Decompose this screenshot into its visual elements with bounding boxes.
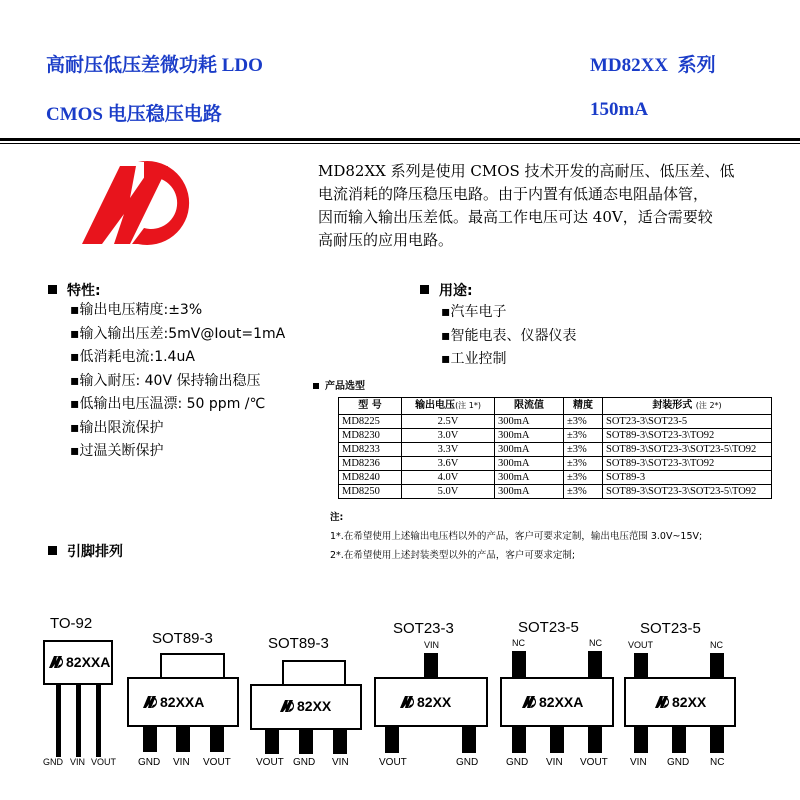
pin-label: VOUT [203, 757, 231, 768]
pin-label: VIN [630, 757, 647, 768]
pin-label: NC [710, 757, 725, 768]
note-item: 2*.在希望使用上述封装类型以外的产品，客户可要求定制; [330, 550, 576, 561]
sot89-tab [282, 660, 346, 686]
chip-marking [280, 698, 331, 714]
feature-item: ▪输入输出压差:5mV@Iout=1mA [70, 325, 286, 342]
feature-item: ▪输出电压精度:±3% [70, 302, 203, 318]
chip-mark-text: 82XX [417, 694, 452, 710]
feature-item: ▪低消耗电流:1.4uA [70, 349, 195, 365]
cell-limit: 300mA [495, 429, 564, 443]
intro-line: 因而输入输出压差低。最高工作电压可达 40V，适合需要较 [318, 208, 713, 226]
doc-title: 高耐压低压差微功耗 LDO [46, 55, 263, 76]
cell-model: MD8240 [339, 471, 402, 485]
feature-item: ▪输入耐压: 40V 保持输出稳压 [70, 372, 261, 389]
pin-label: VIN [332, 757, 349, 768]
selection-title: 产品选型 [325, 381, 365, 392]
pin-label: NC [710, 640, 723, 650]
pin-label: VIN [546, 757, 563, 768]
pin-lead [424, 653, 438, 679]
cell-limit: 300mA [495, 457, 564, 471]
chip-mark-text: 82XXA [160, 694, 205, 710]
chip-mark-text: 82XX [297, 698, 332, 714]
chip-marking [655, 694, 706, 710]
header-rule-thick [0, 138, 800, 141]
cell-package: SOT89-3\SOT23-3\TO92 [603, 429, 772, 443]
pin-label: GND [138, 757, 161, 768]
pin-lead [462, 727, 476, 753]
cell-model: MD8230 [339, 429, 402, 443]
cell-package: SOT23-3\SOT23-5 [603, 415, 772, 429]
pin-lead [210, 727, 224, 752]
package-name: SOT23-5 [640, 620, 701, 637]
pin-lead [143, 727, 157, 752]
package-name: SOT89-3 [152, 630, 213, 647]
cell-package: SOT89-3\SOT23-3\SOT23-5\TO92 [603, 485, 772, 499]
cell-model: MD8250 [339, 485, 402, 499]
bullet-square-icon [420, 285, 429, 294]
cell-vout: 3.0V [402, 429, 495, 443]
pinout-heading [48, 541, 123, 561]
features-list [70, 299, 285, 464]
cell-accuracy: ±3% [564, 429, 603, 443]
md-logo-icon [143, 696, 159, 708]
cell-model: MD8225 [339, 415, 402, 429]
intro-paragraph [318, 160, 778, 252]
cell-vout: 2.5V [402, 415, 495, 429]
cell-limit: 300mA [495, 415, 564, 429]
intro-line: 电流消耗的降压稳压电路。由于内置有低通态电阻晶体管， [318, 185, 709, 203]
bullet-square-icon [48, 285, 57, 294]
chip-mark-text: 82XX [672, 694, 707, 710]
pin-label: VOUT [256, 757, 284, 768]
feature-item: ▪过温关断保护 [70, 443, 164, 459]
table-row [339, 471, 772, 485]
pin-lead [385, 727, 399, 753]
chip-mark-text: 82XXA [539, 694, 584, 710]
pin-label: GND [506, 757, 529, 768]
md-logo-icon [280, 700, 296, 712]
cell-package: SOT89-3\SOT23-3\SOT23-5\TO92 [603, 443, 772, 457]
col-limit: 限流值 [495, 398, 564, 415]
col-accuracy: 精度 [564, 398, 603, 415]
pin-lead [588, 651, 602, 679]
pin-label: VOUT [580, 757, 608, 768]
doc-subtitle: CMOS 电压稳压电路 [46, 104, 222, 125]
cell-package: SOT89-3 [603, 471, 772, 485]
md-logo-icon [400, 696, 416, 708]
table-row [339, 485, 772, 499]
intro-line: 高耐压的应用电路。 [318, 231, 454, 249]
cell-vout: 4.0V [402, 471, 495, 485]
pin-lead [672, 727, 686, 753]
notes-title: 注: [330, 512, 344, 523]
package-name: SOT23-3 [393, 620, 454, 637]
pin-label: GND [293, 757, 316, 768]
pin-label: VIN [173, 757, 190, 768]
col-package [603, 398, 772, 415]
current-label: 150mA [590, 99, 649, 120]
col-package-label: 封装形式 [652, 400, 693, 411]
table-row [339, 415, 772, 429]
pin-lead [176, 727, 190, 752]
pin-label: GND [456, 757, 479, 768]
pin-lead [710, 727, 724, 753]
md-logo-icon [655, 696, 671, 708]
cell-limit: 300mA [495, 471, 564, 485]
col-vout-note: (注 1*) [455, 401, 481, 410]
applications-heading [420, 280, 473, 300]
cell-model: MD8236 [339, 457, 402, 471]
table-notes [330, 508, 702, 565]
cell-accuracy: ±3% [564, 443, 603, 457]
cell-package: SOT89-3\SOT23-3\TO92 [603, 457, 772, 471]
pin-label: VIN [70, 757, 86, 767]
series-label: MD82XX 系列 [590, 55, 716, 76]
cell-vout: 5.0V [402, 485, 495, 499]
feature-item: ▪输出限流保护 [70, 419, 164, 436]
cell-limit: 300mA [495, 485, 564, 499]
pin-label: VIN [424, 640, 440, 650]
pin-lead [512, 651, 526, 679]
selection-heading [313, 377, 365, 392]
col-model: 型 号 [339, 398, 402, 415]
package-name: SOT23-5 [518, 619, 579, 636]
pin-lead [550, 727, 564, 753]
features-title: 特性: [67, 283, 101, 299]
cell-accuracy: ±3% [564, 471, 603, 485]
pin-lead [710, 653, 724, 679]
intro-line: MD82XX 系列是使用 CMOS 技术开发的高耐压、低压差、低 [318, 162, 735, 180]
table-row [339, 457, 772, 471]
feature-item: ▪低输出电压温漂: 50 ppm /℃ [70, 396, 266, 412]
table-row [339, 429, 772, 443]
applications-title: 用途: [439, 283, 473, 299]
cell-accuracy: ±3% [564, 485, 603, 499]
package-name: SOT89-3 [268, 635, 329, 652]
pinout-title: 引脚排列 [67, 544, 123, 560]
pin-lead [76, 685, 81, 757]
chip-marking [49, 654, 110, 670]
md-logo-icon [80, 158, 200, 248]
md-logo-icon [49, 656, 65, 668]
pin-label: NC [589, 638, 602, 648]
cell-model: MD8233 [339, 443, 402, 457]
col-vout-label: 输出电压 [415, 400, 456, 411]
chip-marking [143, 694, 204, 710]
md-logo-icon [522, 696, 538, 708]
chip-marking [522, 694, 583, 710]
cell-vout: 3.3V [402, 443, 495, 457]
pin-lead [588, 727, 602, 753]
cell-limit: 300mA [495, 443, 564, 457]
application-item: ▪汽车电子 [441, 304, 507, 320]
application-item: ▪智能电表、仪器仪表 [441, 327, 577, 344]
pin-lead [265, 730, 279, 754]
bullet-square-icon [48, 546, 57, 555]
pin-lead [634, 727, 648, 753]
note-item: 1*.在希望使用上述输出电压档以外的产品，客户可要求定制，输出电压范围 3.0V~15V; [330, 531, 703, 542]
cell-vout: 3.6V [402, 457, 495, 471]
cell-accuracy: ±3% [564, 457, 603, 471]
pin-label: GND [667, 757, 690, 768]
pin-label: NC [512, 638, 525, 648]
cell-accuracy: ±3% [564, 415, 603, 429]
application-item: ▪工业控制 [441, 351, 507, 367]
features-heading [48, 280, 101, 300]
chip-mark-text: 82XXA [66, 654, 111, 670]
package-name: TO-92 [50, 615, 93, 632]
table-row [339, 443, 772, 457]
pin-label: GND [43, 757, 63, 767]
col-package-note: (注 2*) [695, 401, 722, 410]
chip-marking [400, 694, 451, 710]
applications-list [441, 301, 577, 372]
pin-lead [333, 730, 347, 754]
header-rule-thin [0, 143, 800, 144]
pin-label: VOUT [379, 757, 407, 768]
selection-table [338, 397, 772, 499]
pin-lead [512, 727, 526, 753]
pin-label: VOUT [91, 757, 117, 767]
pin-lead [56, 685, 61, 757]
col-vout [402, 398, 495, 415]
pin-lead [634, 653, 648, 679]
pin-label: VOUT [628, 640, 654, 650]
pin-lead [299, 730, 313, 754]
table-header-row [339, 398, 772, 415]
bullet-square-icon [313, 383, 319, 389]
sot89-tab [160, 653, 225, 679]
pin-lead [96, 685, 101, 757]
